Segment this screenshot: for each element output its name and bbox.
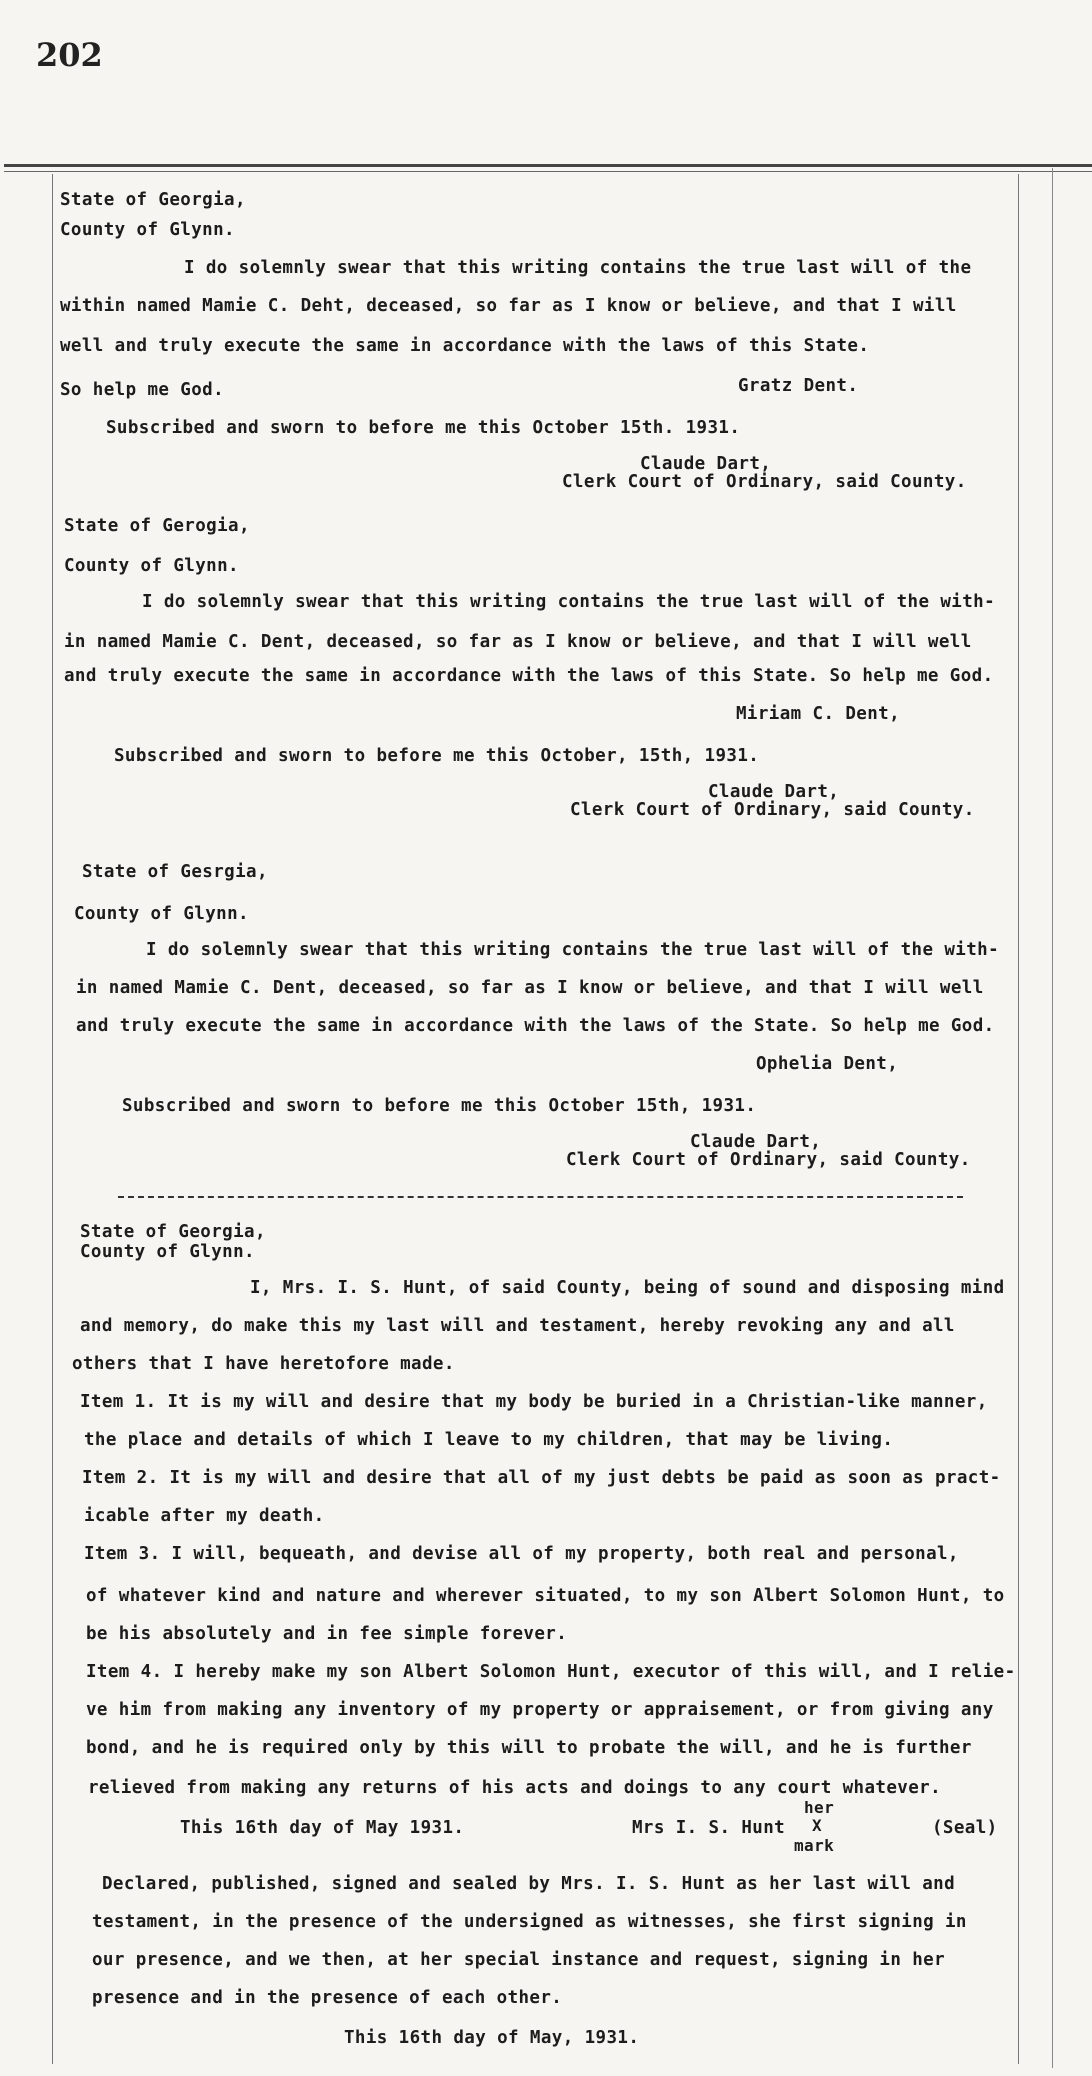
will-line: of whatever kind and nature and wherever situated, to my son Albert Solomon Hunt, to [86,1586,1005,1606]
page-number: 202 [36,36,103,74]
will-item: Item 1. It is my will and desire that my body be buried in a Christian-like manner, [80,1392,988,1412]
oath3-line: and truly execute the same in accordance with the laws of the State. So help me God. [76,1016,995,1036]
oath2-signer: Miriam C. Dent, [736,704,901,724]
oath3-line: I do solemnly swear that this writing contains the true last will of the with- [146,940,999,960]
will-state: State of Georgia, [80,1222,266,1242]
oath2-state: State of Gerogia, [64,516,250,536]
oath1-clerk-title: Clerk Court of Ordinary, said County. [562,472,967,492]
oath3-subscribed: Subscribed and sworn to before me this October 15th, 1931. [122,1096,757,1116]
attestation-line: our presence, and we then, at her special instance and request, signing in her [92,1950,945,1970]
will-final-date: This 16th day of May, 1931. [344,2028,640,2048]
oath2-clerk-name: Claude Dart, [708,782,840,802]
will-seal: (Seal) [932,1818,998,1838]
oath3-state: State of Gesrgia, [82,862,268,882]
oath1-state: State of Georgia, [60,190,246,210]
oath1-line: well and truly execute the same in accordance with the laws of this State. [60,336,870,356]
attestation-line: Declared, published, signed and sealed by Mrs. I. S. Hunt as her last will and [102,1874,955,1894]
will-signer: Mrs I. S. Hunt [632,1818,786,1838]
oath1-clerk-name: Claude Dart, [640,454,772,474]
oath3-county: County of Glynn. [74,904,249,924]
will-line: icable after my death. [84,1506,325,1526]
oath3-clerk-name: Claude Dart, [690,1132,822,1152]
page-frame-outer-edge [1052,168,1053,2068]
attestation-line: presence and in the presence of each other. [92,1988,563,2008]
will-item: Item 3. I will, bequeath, and devise all of my property, both real and personal, [84,1544,959,1564]
will-line: ve him from making any inventory of my property or appraisement, or from giving any [86,1700,994,1720]
oath1-line: I do solemnly swear that this writing contains the true last will of the [184,258,972,278]
attestation-line: testament, in the presence of the undersigned as witnesses, she first signing in [92,1912,967,1932]
oath2-line: in named Mamie C. Dent, deceased, so far as I know or believe, and that I will well [64,632,972,652]
oath2-line: I do solemnly swear that this writing contains the true last will of the with- [142,592,995,612]
oath3-signer: Ophelia Dent, [756,1054,899,1074]
will-item: Item 4. I hereby make my son Albert Solomon Hunt, executor of this will, and I relie- [86,1662,1016,1682]
oath1-closing: So help me God. [60,380,225,400]
oath1-signer: Gratz Dent. [738,376,859,396]
will-line: I, Mrs. I. S. Hunt, of said County, being of sound and disposing mind [250,1278,1005,1298]
oath2-subscribed: Subscribed and sworn to before me this October, 15th, 1931. [114,746,760,766]
will-signer-mark: mark [794,1836,835,1855]
oath1-line: within named Mamie C. Deht, deceased, so far as I know or believe, and that I will [60,296,957,316]
oath3-line: in named Mamie C. Dent, deceased, so far as I know or believe, and that I will well [76,978,984,998]
will-line: the place and details of which I leave to my children, that may be living. [84,1430,894,1450]
will-signer-her: her [804,1798,835,1817]
section-divider [118,1196,963,1198]
will-line: bond, and he is required only by this will to probate the will, and he is further [86,1738,972,1758]
oath2-line: and truly execute the same in accordance with the laws of this State. So help me God. [64,666,994,686]
will-line: and memory, do make this my last will and testament, hereby revoking any and all [80,1316,955,1336]
oath2-county: County of Glynn. [64,556,239,576]
oath1-subscribed: Subscribed and sworn to before me this October 15th. 1931. [106,418,741,438]
will-item: Item 2. It is my will and desire that all of my just debts be paid as soon as pract- [82,1468,1001,1488]
will-line: be his absolutely and in fee simple forever. [86,1624,568,1644]
will-line: relieved from making any returns of his acts and doings to any court whatever. [88,1778,941,1798]
oath3-clerk-title: Clerk Court of Ordinary, said County. [566,1150,971,1170]
will-line: others that I have heretofore made. [72,1354,455,1374]
oath1-county: County of Glynn. [60,220,235,240]
header-rule [4,164,1092,172]
will-county: County of Glynn. [80,1242,255,1262]
will-signer-x-mark: X [812,1816,823,1835]
will-date-line: This 16th day of May 1931. [180,1818,465,1838]
oath2-clerk-title: Clerk Court of Ordinary, said County. [570,800,975,820]
